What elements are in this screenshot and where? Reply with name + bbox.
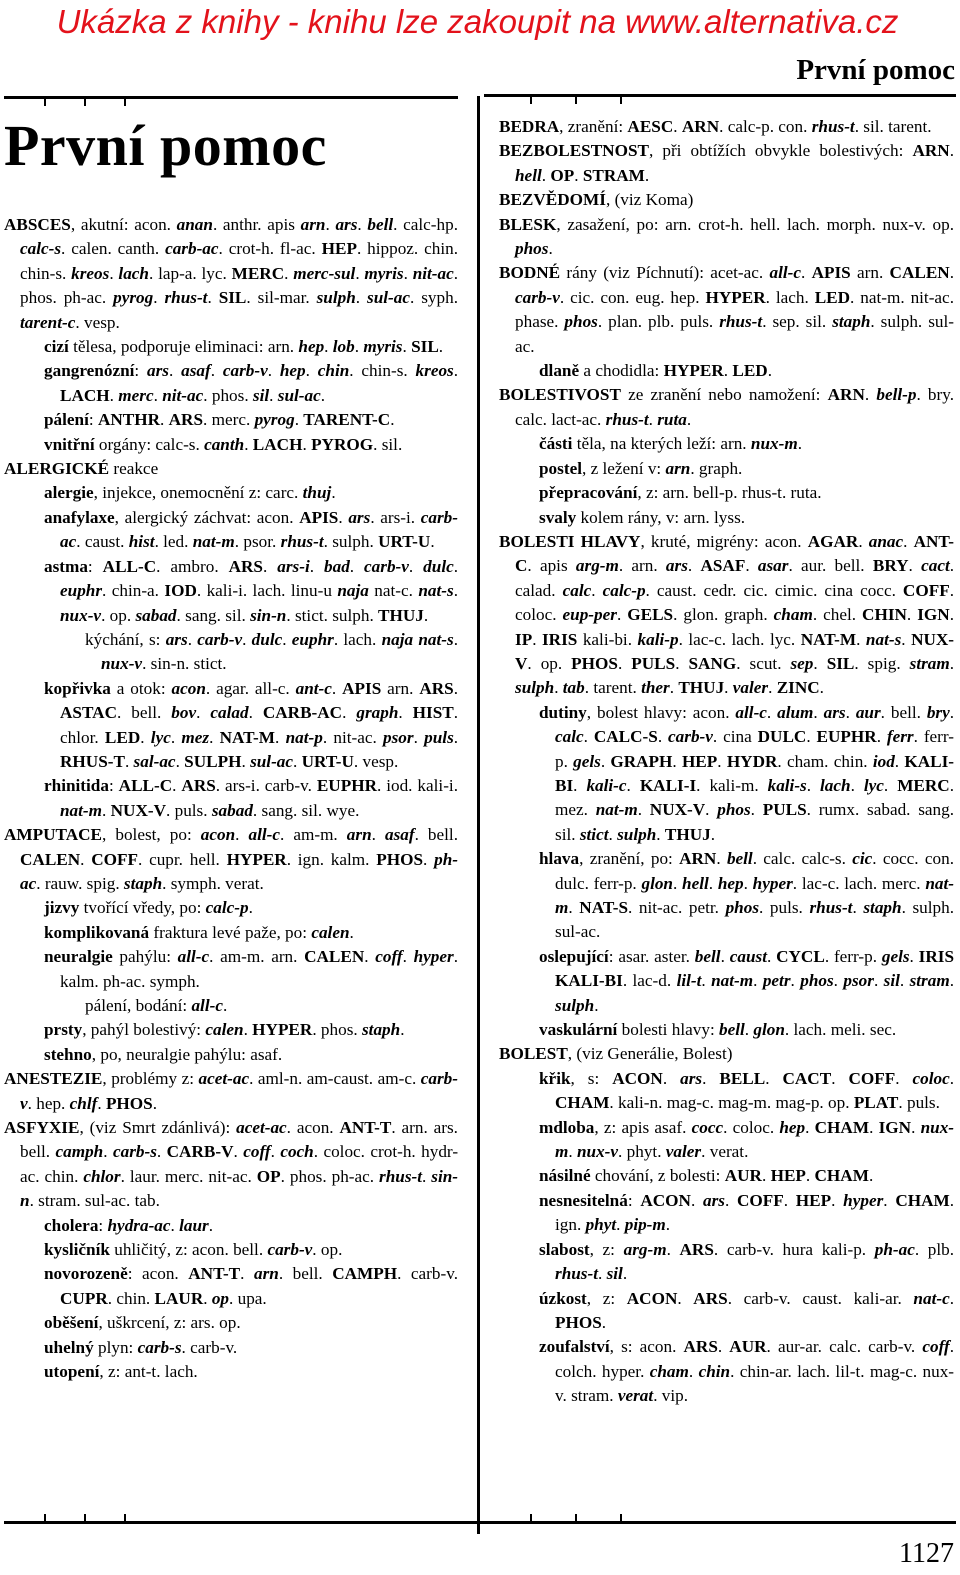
index-entry: kýchání, s: ars. carb-v. dulc. euphr. lach. naja nat-s. nux-v. sin-n. stict. <box>85 629 459 674</box>
index-entry: astma: ALL-C. ambro. ARS. ars-i. bad. carb-v. dulc. euphr. chin-a. IOD. kali-i. lach. linu-u naja nat-c. nat-s. nux-v. op. sabad. sang. sil. sin-n. stict. sulph. THUJ. <box>44 556 459 625</box>
index-entry: alergie, injekce, onemocnění z: carc. thuj. <box>44 483 336 503</box>
rule-tick <box>575 96 577 104</box>
index-entry: svaly kolem rány, v: arn. lyss. <box>539 507 746 527</box>
index-entry: ABSCES, akutní: acon. anan. anthr. apis arn. ars. bell. calc-hp. calc-s. calen. canth. carb-ac. crot-h. fl-ac. HEP. hippoz. chin. chin-s. kreos. lach. lap-a. lyc. MERC. merc-sul. myris. nit-ac. phos. ph-ac. pyrog. rhus-t. SIL. sil-mar. sulph. sul-ac. syph. tarent-c. vesp. <box>4 215 459 332</box>
column-divider <box>477 96 480 1534</box>
index-entry: cizí tělesa, podporuje eliminaci: arn. hep. lob. myris. SIL. <box>44 337 444 357</box>
top-rule-right <box>484 94 956 97</box>
index-entry: rhinitida: ALL-C. ARS. ars-i. carb-v. EUPHR. iod. kali-i. nat-m. NUX-V. puls. sabad. sang. sil. wye. <box>44 776 458 820</box>
index-entry: komplikovaná fraktura levé paže, po: calen. <box>44 922 354 942</box>
index-entry: BLESK, zasažení, po: arn. crot-h. hell. lach. morph. nux-v. op. phos. <box>499 214 954 259</box>
index-entry: pálení: ANTHR. ARS. merc. pyrog. TARENT-C. <box>44 410 395 430</box>
index-entry: slabost, z: arg-m. ARS. carb-v. hura kali-p. ph-ac. plb. rhus-t. sil. <box>539 1239 955 1284</box>
index-entry: úzkost, z: ACON. ARS. carb-v. caust. kali-ar. nat-c. PHOS. <box>539 1288 954 1332</box>
index-entry: ALERGICKÉ reakce <box>4 459 159 479</box>
index-entry: BEZVĚDOMÍ, (viz Koma) <box>499 190 694 210</box>
index-entry: uhelný plyn: carb-s. carb-v. <box>44 1337 238 1357</box>
index-entry: BOLEST, (viz Generálie, Bolest) <box>499 1044 733 1064</box>
index-entry: kopřivka a otok: acon. agar. all-c. ant-c. APIS arn. ARS. ASTAC. bell. bov. calad. CARB-AC. graph. HIST. chlor. LED. lyc. mez. NAT-M. nat-p. nit-ac. psor. puls. RHUS-T. sal-ac. SULPH. sul-ac. URT-U. vesp. <box>44 678 459 771</box>
index-entry: zoufalství, s: acon. ARS. AUR. aur-ar. calc. carb-v. coff. colch. hyper. cham. chin. chin-ar. lach. lil-t. mag-c. nux-v. stram. verat. vip. <box>539 1337 955 1406</box>
index-entry: BEDRA, zranění: AESC. ARN. calc-p. con. rhus-t. sil. tarent. <box>499 117 932 136</box>
index-entry: oběšení, uškrcení, z: ars. op. <box>44 1313 241 1333</box>
index-entry: gangrenózní: ars. asaf. carb-v. hep. chin. chin-s. kreos. LACH. merc. nit-ac. phos. sil. sul-ac. <box>44 361 459 405</box>
chapter-title: První pomoc <box>4 113 327 178</box>
index-entry: násilné chování, z bolesti: AUR. HEP. CHAM. <box>539 1166 874 1186</box>
index-entry: vnitřní orgány: calc-s. canth. LACH. PYROG. sil. <box>44 434 403 454</box>
rule-tick <box>124 98 126 106</box>
promo-banner: Ukázka z knihy - knihu lze zakoupit na www.alternativa.cz <box>56 3 899 40</box>
index-entry: křik, s: ACON. ars. BELL. CACT. COFF. coloc. CHAM. kali-n. mag-c. mag-m. mag-p. op. PLAT. puls. <box>539 1068 955 1113</box>
index-entry: anafylaxe, alergický záchvat: acon. APIS. ars. ars-i. carb-ac. caust. hist. led. nat-m. psor. rhus-t. sulph. URT-U. <box>44 507 458 552</box>
index-entry: prsty, pahýl bolestivý: calen. HYPER. phos. staph. <box>44 1020 405 1040</box>
bottom-rule <box>4 1521 956 1524</box>
index-entry: kysličník uhličitý, z: acon. bell. carb-v. op. <box>44 1240 343 1260</box>
index-entry: ASFYXIE, (viz Smrt zdánlivá): acet-ac. acon. ANT-T. arn. ars. bell. camph. carb-s. CARB-V. coff. coch. coloc. crot-h. hydr-ac. chin. chlor. laur. merc. nit-ac. OP. phos. ph-ac. rhus-t. sin-n. stram. sul-ac. tab. <box>4 1118 459 1211</box>
rule-tick <box>530 1514 532 1522</box>
index-entry: jizvy tvořící vředy, po: calc-p. <box>44 898 253 918</box>
index-entry: pálení, bodání: all-c. <box>85 996 228 1015</box>
index-entry: postel, z ležení v: arn. graph. <box>539 458 743 478</box>
rule-tick <box>620 1514 622 1522</box>
index-entry: hlava, zranění, po: ARN. bell. calc. calc-s. cic. cocc. con. dulc. ferr-p. glon. hell. hep. hyper. lac-c. lach. merc. nat-m. NAT-S. nit-ac. petr. phos. puls. rhus-t. staph. sulph. sul-ac. <box>539 849 955 942</box>
index-entry: dlaně a chodidla: HYPER. LED. <box>539 361 772 381</box>
index-entry: utopení, z: ant-t. lach. <box>44 1362 198 1382</box>
index-entry: části těla, na kterých leží: arn. nux-m. <box>539 434 803 454</box>
rule-tick <box>44 98 46 106</box>
left-column <box>4 213 458 1385</box>
index-entry: neuralgie pahýlu: all-c. am-m. arn. CALEN. coff. hyper. kalm. ph-ac. symph. <box>44 947 459 991</box>
rule-tick <box>124 1514 126 1522</box>
index-entry: ANESTEZIE, problémy z: acet-ac. aml-n. am-caust. am-c. carb-v. hep. chlf. PHOS. <box>4 1069 458 1113</box>
index-entry: stehno, po, neuralgie pahýlu: asaf. <box>44 1044 283 1064</box>
right-column <box>499 115 954 1409</box>
index-entry: BOLESTIVOST ze zranění nebo namožení: ARN. bell-p. bry. calc. lact-ac. rhus-t. ruta. <box>499 385 954 429</box>
index-entry: vaskulární bolesti hlavy: bell. glon. lach. meli. sec. <box>539 1020 897 1040</box>
rule-tick <box>530 96 532 104</box>
rule-tick <box>575 1514 577 1522</box>
index-entry: oslepující: asar. aster. bell. caust. CYCL. ferr-p. gels. IRIS KALI-BI. lac-d. lil-t. nat-m. petr. phos. psor. sil. stram. sulph. <box>539 946 955 1015</box>
index-entry: BODNÉ rány (viz Píchnutí): acet-ac. all-c. APIS arn. CALEN. carb-v. cic. con. eug. hep. HYPER. lach. LED. nat-m. nit-ac. phase. phos. plan. plb. puls. rhus-t. sep. sil. staph. sulph. sul-ac. <box>499 263 955 356</box>
index-entry: mdloba, z: apis asaf. cocc. coloc. hep. CHAM. IGN. nux-m. nux-v. phyt. valer. verat. <box>539 1117 955 1162</box>
index-entry: novorozeně: acon. ANT-T. arn. bell. CAMPH. carb-v. CUPR. chin. LAUR. op. upa. <box>44 1264 459 1308</box>
index-entry: AMPUTACE, bolest, po: acon. all-c. am-m. arn. asaf. bell. CALEN. COFF. cupr. hell. HYPER. ign. kalm. PHOS. ph-ac. rauw. spig. staph. symph. verat. <box>4 825 458 893</box>
rule-tick <box>44 1514 46 1522</box>
rule-tick <box>84 1514 86 1522</box>
running-head: První pomoc <box>796 54 955 86</box>
rule-tick <box>620 96 622 104</box>
rule-tick <box>84 98 86 106</box>
index-entry: BEZBOLESTNOST, při obtížích obvykle bolestivých: ARN. hell. OP. STRAM. <box>499 141 954 185</box>
index-entry: cholera: hydra-ac. laur. <box>44 1215 214 1235</box>
page-number: 1127 <box>899 1538 954 1569</box>
index-entry: dutiny, bolest hlavy: acon. all-c. alum. ars. aur. bell. bry. calc. CALC-S. carb-v. cina DULC. EUPHR. ferr. ferr-p. gels. GRAPH. HEP. HYDR. cham. chin. iod. KALI-BI. kali-c. KALI-I. kali-m. kali-s. lach. lyc. MERC. mez. nat-m. NUX-V. phos. PULS. rumx. sabad. sang. sil. stict. sulph. THUJ. <box>539 702 955 844</box>
top-rule-left <box>4 96 458 99</box>
index-entry: nesnesitelná: ACON. ars. COFF. HEP. hyper. CHAM. ign. phyt. pip-m. <box>539 1190 955 1235</box>
index-entry: přepracování, z: arn. bell-p. rhus-t. ruta. <box>539 483 822 503</box>
index-entry: BOLESTI HLAVY, kruté, migrény: acon. AGAR. anac. ANT-C. apis arg-m. arn. ars. ASAF. asar. aur. bell. BRY. cact. calad. calc. calc-p. caust. cedr. cic. cimic. cina cocc. COFF. coloc. eup-per. GELS. glon. graph. cham. chel. CHIN. IGN. IP. IRIS kali-bi. kali-p. lac-c. lach. lyc. NAT-M. nat-s. NUX-V. op. PHOS. PULS. SANG. scut. sep. SIL. spig. stram. sulph. tab. tarent. ther. THUJ. valer. ZINC. <box>499 531 955 698</box>
